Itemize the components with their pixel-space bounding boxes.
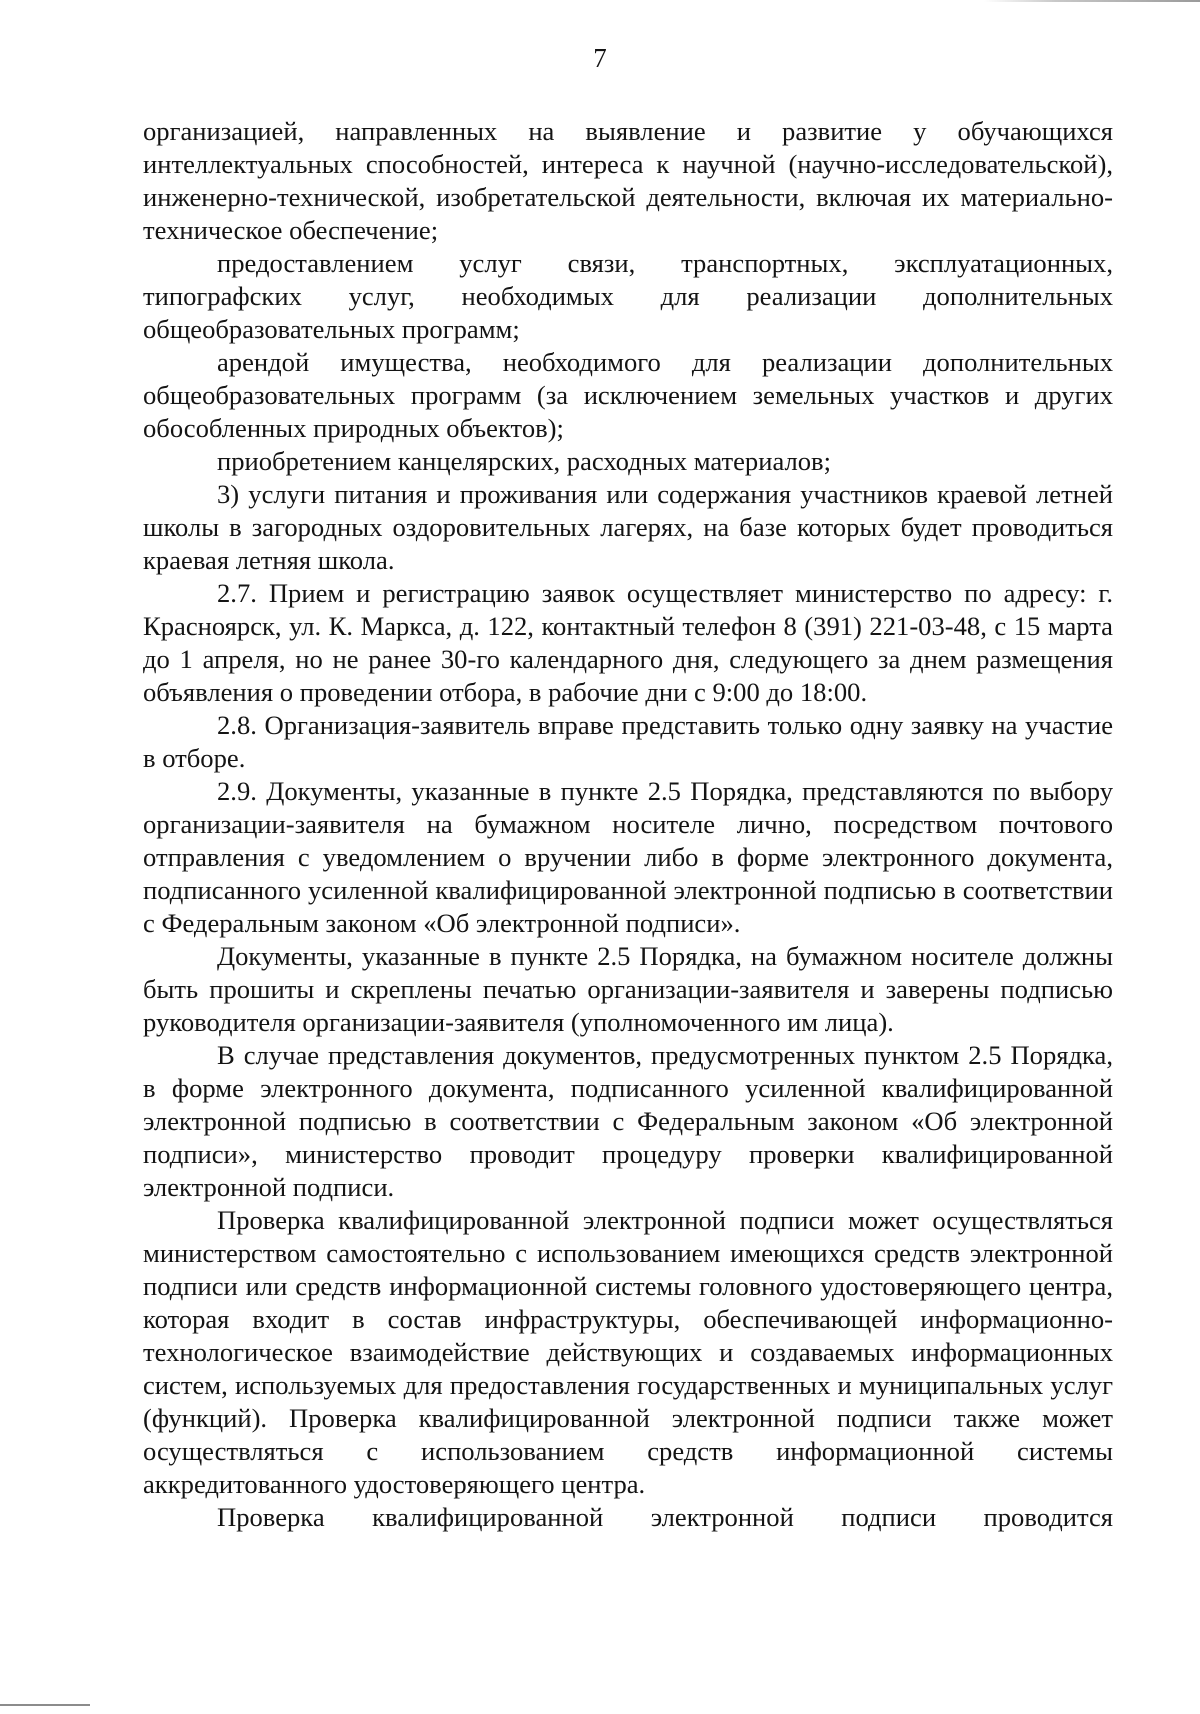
paragraph-electronic-documents: В случае представления документов, предусмотренных пунктом 2.5 Порядка, в форме электронного документа, подписанного усиленной квалифицированной электронной подписью в соответствии с Федеральным законом «Об электронной подписи», министерство проводит процедуру проверки квалифицированной электронной подписи. xyxy=(143,1040,1113,1202)
paragraph-2-8: 2.8. Организация-заявитель вправе представить только одну заявку на участие в отборе. xyxy=(143,710,1113,773)
scan-edge-top xyxy=(0,0,1200,2)
scan-edge-bottom xyxy=(0,1704,90,1706)
paragraph-2-7: 2.7. Прием и регистрацию заявок осуществляет министерство по адресу: г. Красноярск, ул. К. Маркса, д. 122, контактный телефон 8 (391) 221-03-48, с 15 марта до 1 апреля, но не ранее 30-го календарного дня, следующего за днем размещения объявления о проведении отбора, в рабочие дни с 9:00 до 18:00. xyxy=(143,578,1113,707)
paragraph-communication-services: предоставлением услуг связи, транспортных, эксплуатационных, типографских услуг, необходимых для реализации дополнительных общеобразовательных программ; xyxy=(143,248,1113,344)
paragraph-item-3: 3) услуги питания и проживания или содержания участников краевой летней школы в загородных оздоровительных лагерях, на базе которых будет проводиться краевая летняя школа. xyxy=(143,479,1113,575)
paragraph-continuation: организацией, направленных на выявление и развитие у обучающихся интеллектуальных способностей, интереса к научной (научно-исследовательской), инженерно-технической, изобретательской деятельности, включая их материально-техническое обеспечение; xyxy=(143,116,1113,245)
page-number: 7 xyxy=(593,43,607,73)
document-body xyxy=(143,115,1113,1534)
paragraph-stationery: приобретением канцелярских, расходных материалов; xyxy=(217,446,832,476)
paragraph-signature-check-continued: Проверка квалифицированной электронной подписи проводится xyxy=(217,1502,1113,1532)
paragraph-signature-check: Проверка квалифицированной электронной подписи может осуществляться министерством самостоятельно с использованием имеющихся средств электронной подписи или средств информационной системы головного удостоверяющего центра, которая входит в состав инфраструктуры, обеспечивающей информационно-технологическое взаимодействие действующих и создаваемых информационных систем, используемых для предоставления государственных и муниципальных услуг (функций). Проверка квалифицированной электронной подписи также может осуществляться с использованием средств информационной системы аккредитованного удостоверяющего центра. xyxy=(143,1205,1113,1499)
paragraph-paper-documents: Документы, указанные в пункте 2.5 Порядка, на бумажном носителе должны быть прошиты и скреплены печатью организации-заявителя и заверены подписью руководителя организации-заявителя (уполномоченного им лица). xyxy=(143,941,1113,1037)
paragraph-property-rental: арендой имущества, необходимого для реализации дополнительных общеобразовательных программ (за исключением земельных участков и других обособленных природных объектов); xyxy=(143,347,1113,443)
paragraph-2-9: 2.9. Документы, указанные в пункте 2.5 Порядка, представляются по выбору организации-заявителя на бумажном носителе лично, посредством почтового отправления с уведомлением о вручении либо в форме электронного документа, подписанного усиленной квалифицированной электронной подписью в соответствии с Федеральным законом «Об электронной подписи». xyxy=(143,776,1113,938)
